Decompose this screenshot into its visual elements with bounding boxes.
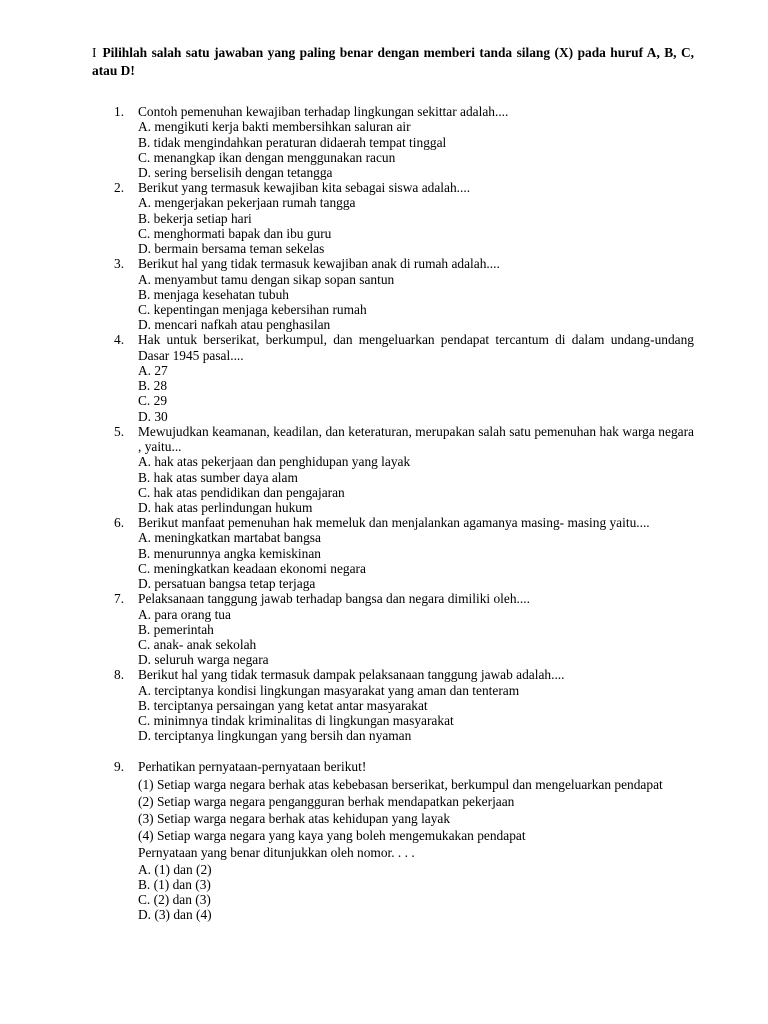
option-a[interactable]: A. meningkatkan martabat bangsa [138, 530, 321, 546]
option-list [138, 530, 694, 591]
question-7 [92, 591, 694, 667]
option-c[interactable]: C. (2) dan (3) [138, 892, 211, 908]
question-stem: Contoh pemenuhan kewajiban terhadap lingkungan sekittar adalah.... [138, 104, 509, 119]
question-stem: Mewujudkan keamanan, keadilan, dan keteraturan, merupakan salah satu pemenuhan hak warga negara , yaitu... [138, 423, 694, 455]
option-list [138, 195, 694, 256]
option-a[interactable]: A. hak atas pekerjaan dan penghidupan yang layak [138, 454, 411, 470]
option-c[interactable]: C. meningkatkan keadaan ekonomi negara [138, 560, 366, 576]
option-b[interactable]: B. menurunnya angka kemiskinan [138, 545, 321, 561]
option-a[interactable]: A. (1) dan (2) [138, 861, 212, 877]
option-c[interactable]: C. anak- anak sekolah [138, 636, 257, 652]
option-d[interactable]: D. terciptanya lingkungan yang bersih dan nyaman [138, 728, 412, 744]
option-list [138, 683, 694, 744]
option-d[interactable]: D. bermain bersama teman sekelas [138, 241, 325, 257]
question-list [92, 104, 694, 923]
option-list [138, 119, 694, 180]
option-a[interactable]: A. mengerjakan pekerjaan rumah tangga [138, 195, 356, 211]
option-list [138, 272, 694, 333]
option-a[interactable]: A. terciptanya kondisi lingkungan masyarakat yang aman dan tenteram [138, 682, 520, 698]
option-d[interactable]: D. 30 [138, 408, 168, 424]
option-d[interactable]: D. seluruh warga negara [138, 652, 269, 668]
option-d[interactable]: D. mencari nafkah atau penghasilan [138, 317, 331, 333]
option-b[interactable]: B. tidak mengindahkan peraturan didaerah tempat tinggal [138, 134, 447, 150]
statement-3: (3) Setiap warga negara berhak atas kehidupan yang layak [138, 811, 451, 827]
question-8 [92, 667, 694, 743]
statement-2: (2) Setiap warga negara pengangguran berhak mendapatkan pekerjaan [138, 793, 515, 809]
question-9 [92, 758, 694, 922]
option-b[interactable]: B. menjaga kesehatan tubuh [138, 286, 289, 302]
option-list [138, 862, 694, 923]
question-number: 9. [114, 759, 125, 775]
question-4 [92, 332, 694, 423]
option-b[interactable]: B. terciptanya persaingan yang ketat antar masyarakat [138, 697, 428, 713]
option-d[interactable]: D. persatuan bangsa tetap terjaga [138, 576, 316, 592]
option-b[interactable]: B. hak atas sumber daya alam [138, 469, 298, 485]
question-stem: Berikut manfaat pemenuhan hak memeluk dan menjalankan agamanya masing- masing yaitu.... [138, 515, 650, 531]
statement-4: (4) Setiap warga negara yang kaya yang boleh mengemukakan pendapat [138, 828, 526, 844]
question-3 [92, 256, 694, 332]
option-b[interactable]: B. (1) dan (3) [138, 876, 211, 892]
option-list [138, 454, 694, 515]
option-c[interactable]: C. minimnya tindak kriminalitas di lingkungan masyarakat [138, 713, 454, 729]
question-stem: Hak untuk berserikat, berkumpul, dan mengeluarkan pendapat tercantum di dalam undang-undang Dasar 1945 pasal.... [138, 332, 694, 363]
option-b[interactable]: B. pemerintah [138, 621, 214, 637]
section-header [92, 44, 694, 80]
option-a[interactable]: A. para orang tua [138, 606, 231, 622]
question-number: 1. [114, 104, 125, 119]
statement-1: (1) Setiap warga negara berhak atas kebebasan berserikat, berkumpul dan mengeluarkan pendapat [138, 776, 663, 792]
question-6 [92, 515, 694, 591]
question-number: 3. [114, 256, 125, 272]
question-stem: Pelaksanaan tanggung jawab terhadap bangsa dan negara dimiliki oleh.... [138, 591, 530, 607]
question-2 [92, 180, 694, 256]
section-number: I [92, 45, 97, 60]
option-a[interactable]: A. mengikuti kerja bakti membersihkan saluran air [138, 119, 411, 135]
question-number: 2. [114, 180, 125, 196]
option-b[interactable]: B. 28 [138, 378, 168, 394]
question-number: 6. [114, 515, 125, 531]
question-number: 8. [114, 667, 125, 683]
question-number: 7. [114, 591, 125, 607]
question-stem: Berikut hal yang tidak termasuk kewajiban anak di rumah adalah.... [138, 256, 500, 272]
option-b[interactable]: B. bekerja setiap hari [138, 210, 252, 226]
option-c[interactable]: C. menangkap ikan dengan menggunakan racun [138, 149, 396, 165]
question-5 [92, 424, 694, 515]
option-c[interactable]: C. 29 [138, 393, 168, 409]
question-1 [92, 104, 694, 180]
option-a[interactable]: A. 27 [138, 362, 168, 378]
option-c[interactable]: C. menghormati bapak dan ibu guru [138, 225, 332, 241]
option-list [138, 607, 694, 668]
option-d[interactable]: D. hak atas perlindungan hukum [138, 499, 313, 515]
option-a[interactable]: A. menyambut tamu dengan sikap sopan santun [138, 271, 395, 287]
question-stem: Berikut yang termasuk kewajiban kita sebagai siswa adalah.... [138, 180, 471, 196]
question-stem: Perhatikan pernyataan-pernyataan berikut! [138, 759, 367, 775]
question-number: 4. [114, 332, 125, 348]
question-number: 5. [114, 423, 125, 439]
option-d[interactable]: D. (3) dan (4) [138, 907, 212, 923]
option-c[interactable]: C. kepentingan menjaga kebersihan rumah [138, 301, 367, 317]
option-c[interactable]: C. hak atas pendidikan dan pengajaran [138, 484, 345, 500]
option-list [138, 363, 694, 424]
instruction-text: Pilihlah salah satu jawaban yang paling benar dengan memberi tanda silang (X) pada huruf A, B, C, atau D! [92, 45, 694, 78]
question-stem: Berikut hal yang tidak termasuk dampak pelaksanaan tanggung jawab adalah.... [138, 667, 565, 683]
option-d[interactable]: D. sering berselisih dengan tetangga [138, 164, 333, 180]
question-prompt: Pernyataan yang benar ditunjukkan oleh nomor. . . . [138, 845, 415, 861]
statement-list [138, 776, 694, 845]
